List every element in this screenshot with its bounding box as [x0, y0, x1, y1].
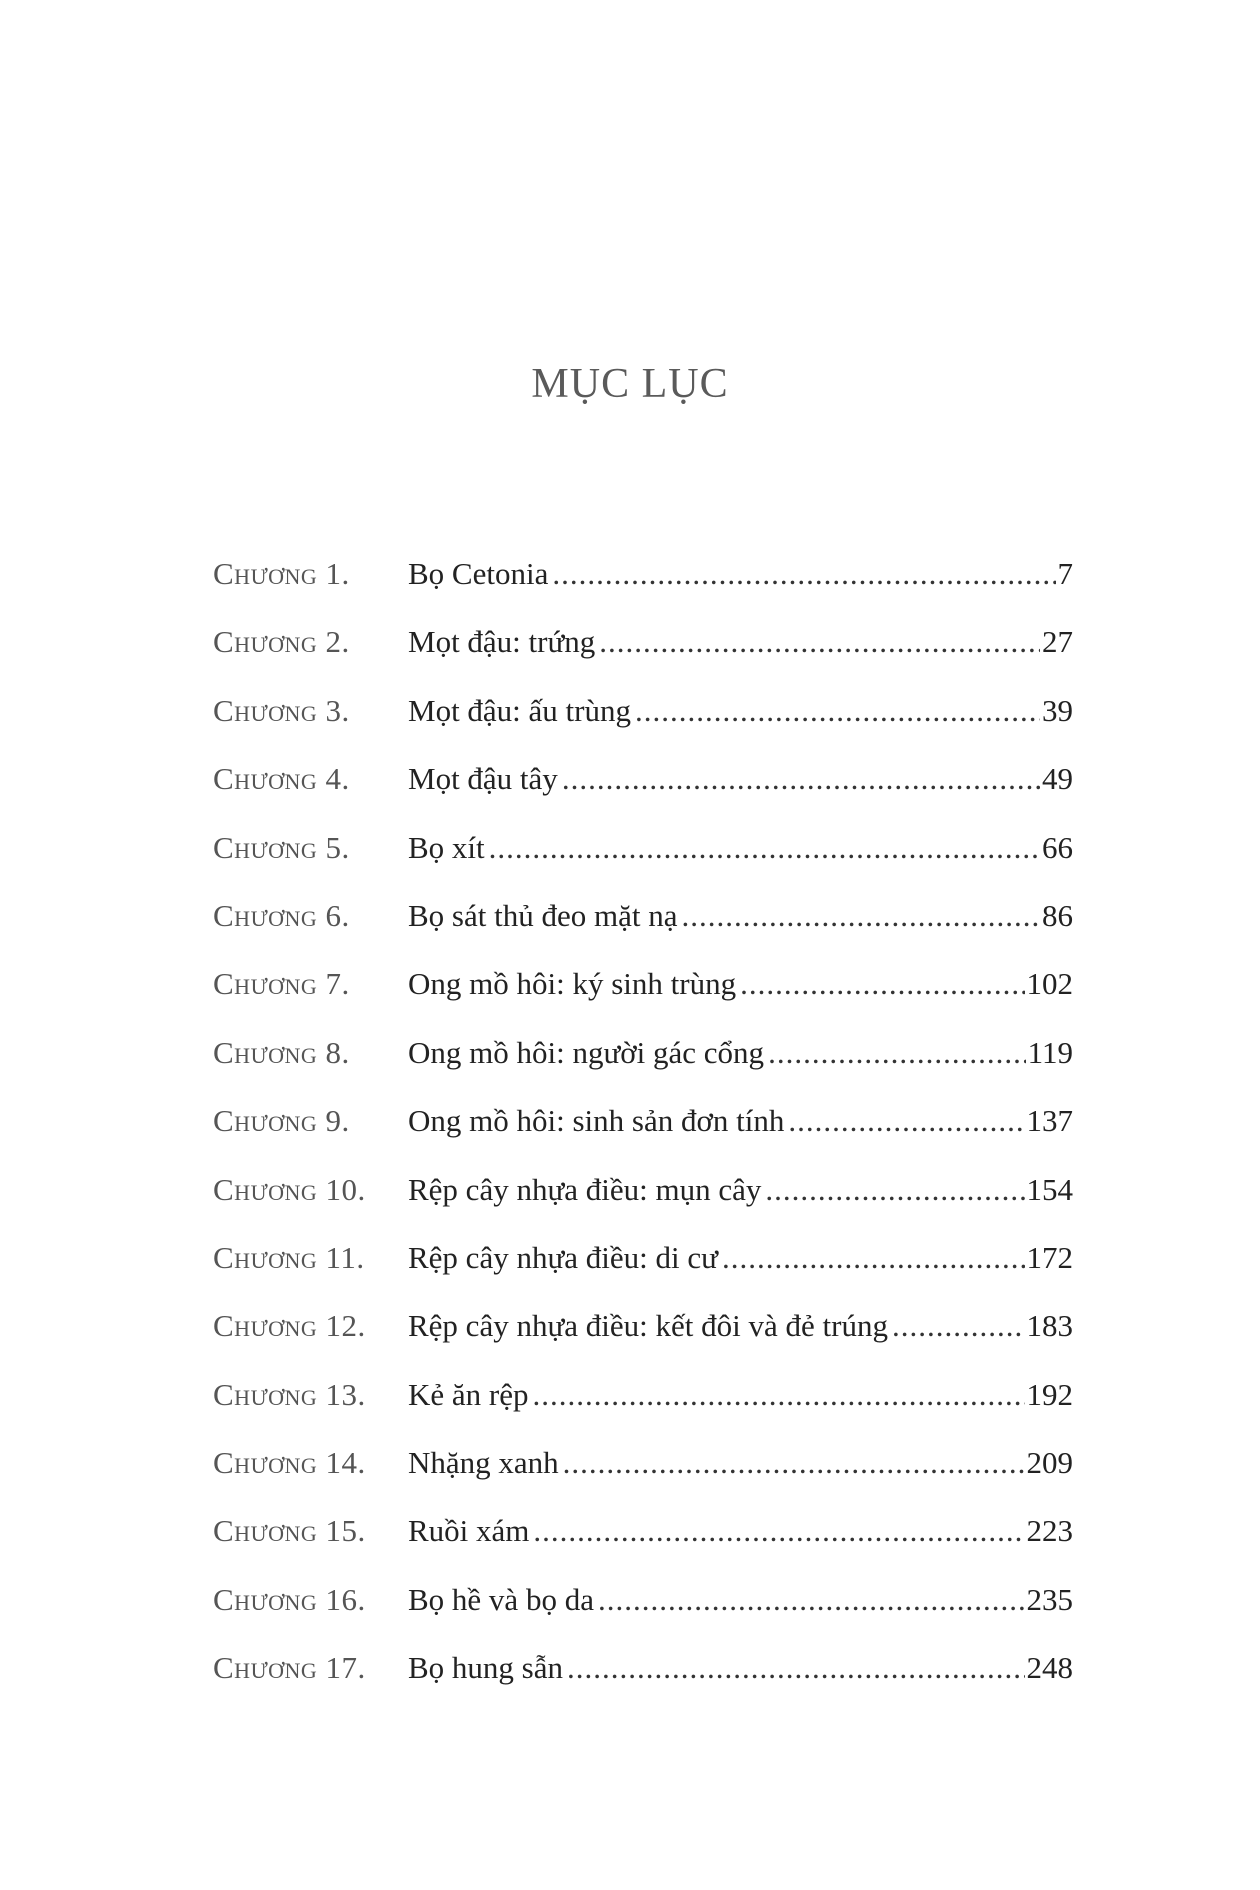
- toc-entry[interactable]: [213, 1361, 1073, 1429]
- chapter-label: Chương 2.: [213, 624, 350, 660]
- chapter-label: Chương 11.: [213, 1239, 365, 1275]
- toc-entry[interactable]: [213, 1087, 1073, 1155]
- chapter-title: Mọt đậu: ấu trùng: [408, 692, 631, 728]
- toc-entry[interactable]: [213, 1292, 1073, 1360]
- page-number: 119: [1027, 1034, 1073, 1070]
- toc-entry[interactable]: [213, 950, 1073, 1018]
- page-number: 183: [1026, 1308, 1073, 1344]
- chapter-title: Bọ sát thủ đeo mặt nạ: [408, 897, 678, 933]
- page-number: 248: [1026, 1650, 1073, 1686]
- chapter-label: Chương 4.: [213, 761, 350, 797]
- toc-entry[interactable]: [213, 1429, 1073, 1497]
- chapter-title: Rệp cây nhựa điều: di cư: [408, 1239, 718, 1275]
- dot-leader: [533, 1361, 1025, 1429]
- dot-leader: [552, 540, 1055, 608]
- chapter-title: Bọ hung sẫn: [408, 1650, 563, 1686]
- toc-entry[interactable]: [213, 540, 1073, 608]
- toc-entry[interactable]: [213, 1156, 1073, 1224]
- page-number: 235: [1026, 1581, 1073, 1617]
- chapter-label: Chương 14.: [213, 1445, 366, 1481]
- toc-entry[interactable]: [213, 1497, 1073, 1565]
- toc-entry[interactable]: [213, 1019, 1073, 1087]
- page-number: 154: [1026, 1171, 1073, 1207]
- dot-leader: [635, 677, 1040, 745]
- toc-entry[interactable]: [213, 677, 1073, 745]
- toc-entry[interactable]: [213, 814, 1073, 882]
- chapter-label: Chương 17.: [213, 1650, 366, 1686]
- dot-leader: [533, 1497, 1024, 1565]
- chapter-title: Mọt đậu tây: [408, 761, 558, 797]
- dot-leader: [768, 1019, 1026, 1087]
- toc-entry[interactable]: [213, 1566, 1073, 1634]
- page-number: 66: [1042, 829, 1073, 865]
- chapter-label: Chương 8.: [213, 1034, 350, 1070]
- toc-entry[interactable]: [213, 1634, 1073, 1702]
- chapter-title: Mọt đậu: trứng: [408, 624, 596, 660]
- page-number: 39: [1042, 692, 1073, 728]
- page-number: 172: [1026, 1239, 1073, 1275]
- chapter-title: Ong mồ hôi: sinh sản đơn tính: [408, 1103, 785, 1139]
- page-number: 192: [1026, 1376, 1073, 1412]
- dot-leader: [563, 1429, 1025, 1497]
- dot-leader: [681, 882, 1040, 950]
- chapter-label: Chương 1.: [213, 556, 350, 591]
- chapter-label: Chương 5.: [213, 829, 350, 865]
- dot-leader: [765, 1156, 1024, 1224]
- chapter-title: Bọ xít: [408, 829, 485, 865]
- chapter-label: Chương 15.: [213, 1513, 366, 1549]
- dot-leader: [567, 1634, 1025, 1702]
- chapter-title: Ong mồ hôi: người gác cổng: [408, 1034, 765, 1070]
- page-title: MỤC LỤC: [531, 361, 729, 407]
- toc-entry[interactable]: [213, 882, 1073, 950]
- chapter-title: Bọ hề và bọ da: [408, 1581, 594, 1617]
- page-number: 27: [1042, 624, 1073, 660]
- chapter-label: Chương 6.: [213, 897, 350, 933]
- chapter-label: Chương 9.: [213, 1103, 350, 1139]
- page-number: 137: [1026, 1103, 1073, 1139]
- dot-leader: [892, 1292, 1025, 1360]
- page-number: 49: [1042, 761, 1073, 797]
- chapter-title: Nhặng xanh: [408, 1445, 559, 1481]
- page-number: 86: [1042, 897, 1073, 933]
- dot-leader: [740, 950, 1024, 1018]
- chapter-title: Rệp cây nhựa điều: kết đôi và đẻ trúng: [408, 1308, 888, 1344]
- dot-leader: [788, 1087, 1024, 1155]
- dot-leader: [489, 814, 1040, 882]
- page-number: 223: [1026, 1513, 1073, 1549]
- chapter-label: Chương 16.: [213, 1581, 366, 1617]
- dot-leader: [599, 608, 1040, 676]
- chapter-title: Rệp cây nhựa điều: mụn cây: [408, 1171, 762, 1207]
- page-number: 102: [1026, 966, 1073, 1002]
- toc-entry[interactable]: [213, 608, 1073, 676]
- chapter-title: Bọ Cetonia: [408, 556, 549, 591]
- dot-leader: [598, 1566, 1025, 1634]
- chapter-label: Chương 13.: [213, 1376, 366, 1412]
- chapter-label: Chương 7.: [213, 966, 350, 1002]
- chapter-title: Ong mồ hôi: ký sinh trùng: [408, 966, 737, 1002]
- page-number: 209: [1026, 1445, 1073, 1481]
- dot-leader: [722, 1224, 1025, 1292]
- chapter-label: Chương 10.: [213, 1171, 366, 1207]
- page-number: 7: [1057, 556, 1073, 591]
- chapter-title: Kẻ ăn rệp: [408, 1376, 529, 1412]
- toc-entry[interactable]: [213, 1224, 1073, 1292]
- chapter-label: Chương 12.: [213, 1308, 366, 1344]
- toc-entry[interactable]: [213, 745, 1073, 813]
- chapter-label: Chương 3.: [213, 692, 350, 728]
- table-of-contents: [213, 540, 1073, 1703]
- dot-leader: [562, 745, 1040, 813]
- chapter-title: Ruồi xám: [408, 1513, 530, 1549]
